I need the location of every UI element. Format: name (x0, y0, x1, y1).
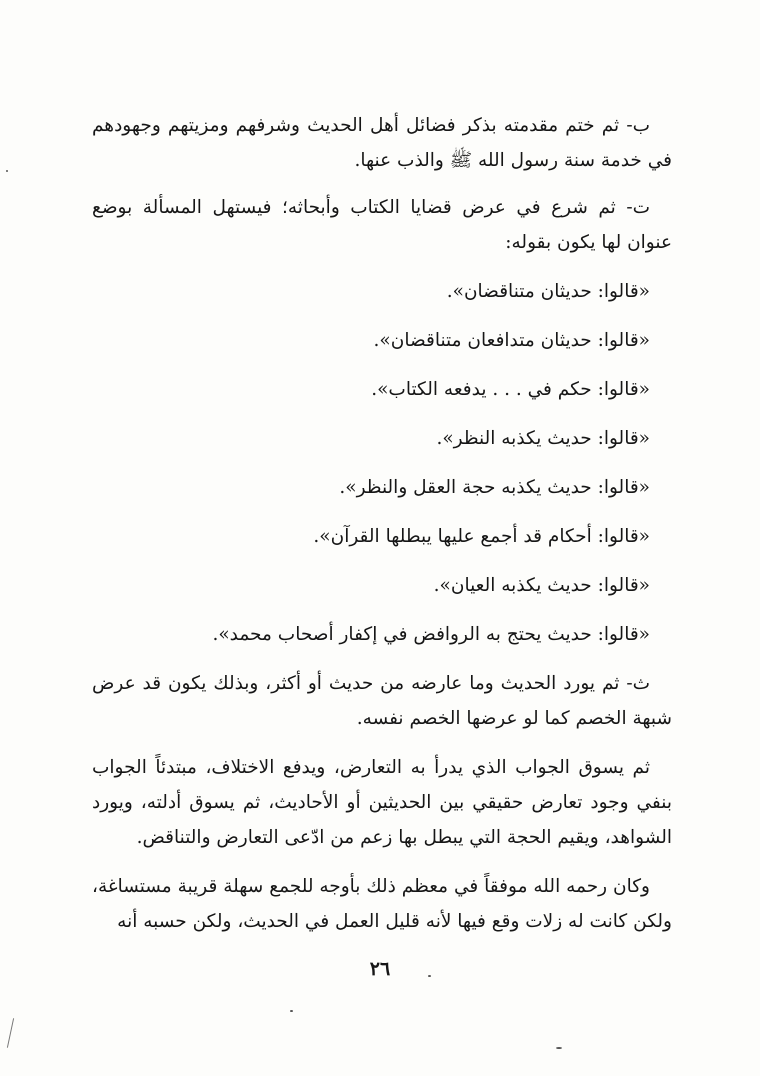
scan-speck (428, 975, 431, 977)
quoted-heading: «قالوا: حديث يحتج به الروافض في إكفار أصحاب محمد». (212, 624, 650, 645)
quoted-headings-list (92, 274, 672, 652)
quoted-heading: «قالوا: حديث يكذبه النظر». (436, 428, 650, 449)
quoted-heading: «قالوا: حديثان متدافعان متناقضان». (373, 330, 650, 351)
quoted-heading: «قالوا: حديث يكذبه حجة العقل والنظر». (339, 477, 650, 498)
paragraph-answer: ثم يسوق الجواب الذي يدرأ به التعارض، ويدفع الاختلاف، مبتدئاً الجواب بنفي وجود تعارض حقيقي بين الحديثين أو الأحاديث، ثم يسوق أدلته، ويورد الشواهد، ويقيم الحجة التي يبطل بها زعم من ادّعى التعارض والتناقض. (92, 757, 672, 848)
paragraph-tha: ث- ثم يورد الحديث وما عارضه من حديث أو أكثر، وبذلك يكون قد عرض شبهة الخصم كما لو عرضها الخصم نفسه. (92, 673, 672, 729)
scan-speck (6, 170, 8, 172)
page-number: ٢٦ (369, 958, 391, 980)
quoted-heading: «قالوا: حكم في . . . يدفعه الكتاب». (371, 379, 650, 400)
paragraph-ba: ب- ثم ختم مقدمته بذكر فضائل أهل الحديث وشرفهم ومزيتهم وجهودهم في خدمة سنة رسول الله ﷺ والذب عنها. (92, 115, 672, 171)
scan-speck (290, 1010, 293, 1012)
paragraph-ta: ت- ثم شرع في عرض قضايا الكتاب وأبحاثه؛ فيستهل المسألة بوضع عنوان لها يكون بقوله: (92, 197, 672, 253)
scan-mark (7, 1018, 14, 1048)
scan-speck (556, 1047, 562, 1049)
quoted-heading: «قالوا: حديث يكذبه العيان». (433, 575, 650, 596)
quoted-heading: «قالوا: أحكام قد أجمع عليها يبطلها القرآن». (313, 526, 650, 547)
quoted-heading: «قالوا: حديثان متناقضان». (446, 281, 650, 302)
paragraph-evaluation: وكان رحمه الله موفقاً في معظم ذلك بأوجه للجمع سهلة قريبة مستساغة، ولكن كانت له زلات وقع فيها لأنه قليل العمل في الحديث، ولكن حسبه أنه (92, 876, 672, 932)
page-body (92, 108, 672, 953)
